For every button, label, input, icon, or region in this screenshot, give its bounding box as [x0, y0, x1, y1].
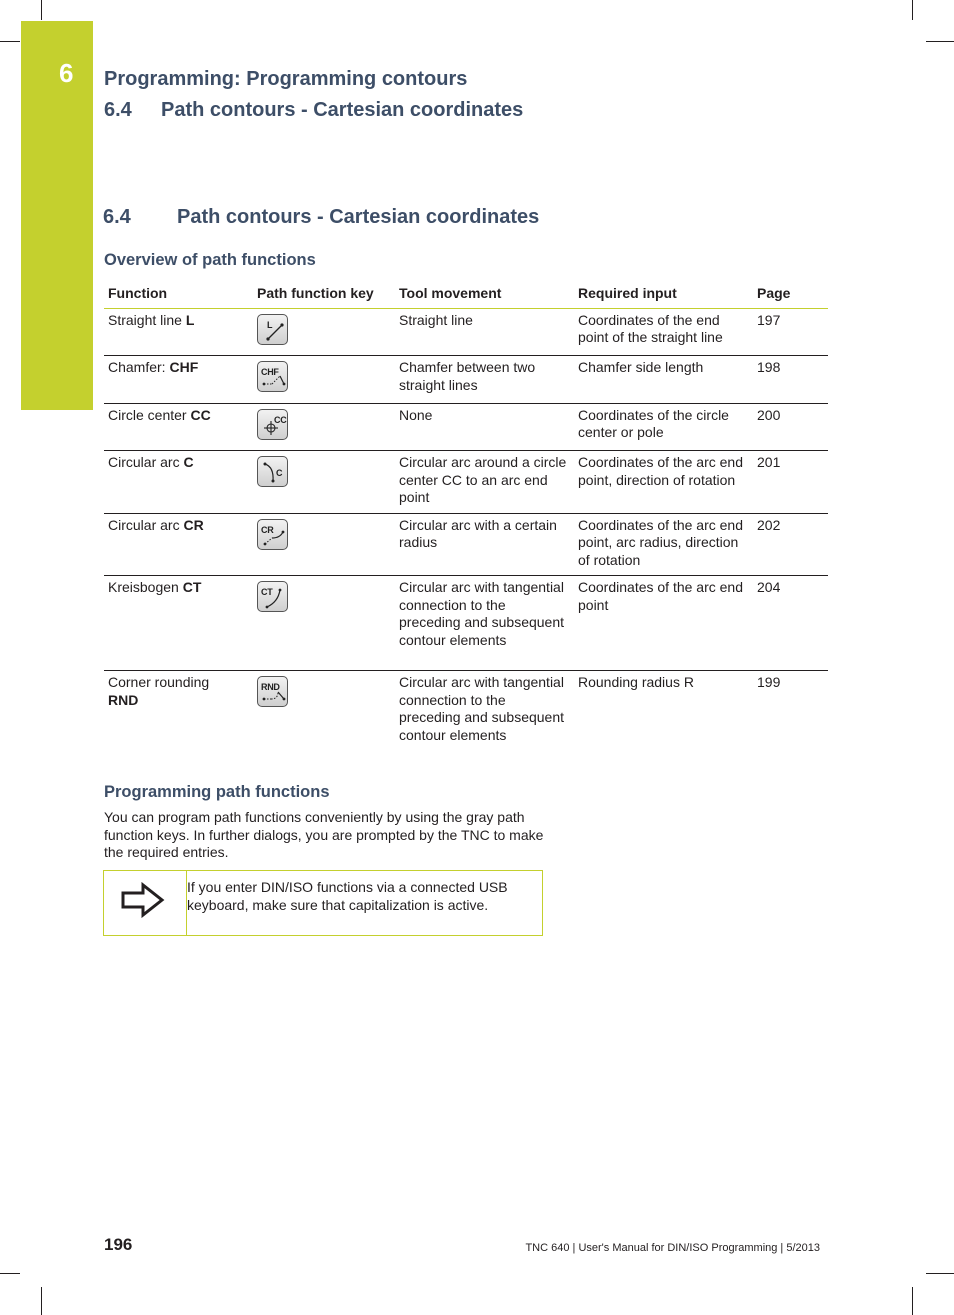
input-cell: Coordinates of the arc end point, arc radius, direction of rotation [574, 513, 753, 576]
section-number: 6.4 [103, 206, 131, 228]
table-header-row [104, 282, 828, 308]
page-cell: 202 [753, 513, 828, 576]
chamfer-key-icon [257, 361, 288, 392]
crop-mark [912, 0, 913, 20]
key-label: RND [261, 682, 280, 692]
crop-mark [0, 1273, 20, 1274]
function-code: C [183, 454, 194, 470]
circular-arc-key-icon [257, 456, 288, 487]
column-header: Page [753, 282, 828, 308]
arrow-right-icon [120, 882, 166, 918]
chapter-number: 6 [59, 58, 74, 88]
key-label: C [276, 468, 283, 478]
crop-mark [912, 1287, 913, 1315]
programming-heading: Programming path functions [104, 783, 330, 801]
movement-cell: Straight line [395, 308, 574, 356]
table-row [104, 513, 828, 576]
function-cell: Circle center CC [104, 403, 253, 451]
function-code: CR [183, 516, 204, 533]
key-cell [253, 356, 395, 404]
key-label: L [267, 319, 273, 330]
path-functions-table [104, 282, 828, 763]
page-number: 196 [104, 1235, 133, 1254]
crop-mark [41, 0, 42, 20]
key-label: CT [261, 587, 273, 597]
movement-cell: Circular arc with tangential connection to the preceding and subsequent contour elements [395, 576, 574, 671]
programming-paragraph: You can program path functions conveniently by using the gray path function keys. In further dialogs, you are prompted by the TNC to make the required entries. [104, 809, 544, 860]
circular-arc-radius-key-icon [257, 519, 288, 550]
key-cell [253, 451, 395, 514]
key-label: CR [261, 524, 274, 535]
table-row [104, 403, 828, 451]
input-cell: Chamfer side length [574, 356, 753, 404]
function-cell: Circular arc CR [104, 513, 253, 576]
page-cell: 204 [753, 576, 828, 671]
input-cell: Coordinates of the arc end point [574, 576, 753, 671]
key-cell [253, 671, 395, 763]
footer-text: TNC 640 | User's Manual for DIN/ISO Programming | 5/2013 [525, 1242, 820, 1254]
function-code: RND [108, 691, 139, 708]
column-header: Function [104, 282, 253, 308]
function-cell: Kreisbogen CT [104, 576, 253, 671]
function-code: L [185, 311, 195, 328]
section-heading [103, 206, 539, 229]
page-cell: 198 [753, 356, 828, 404]
crop-mark [41, 1287, 42, 1315]
table-row [104, 671, 828, 763]
input-cell: Coordinates of the circle center or pole [574, 403, 753, 451]
input-cell: Rounding radius R [578, 674, 694, 690]
running-section-number: 6.4 [104, 99, 132, 121]
table-row [104, 451, 828, 514]
movement-cell: Circular arc with tangential connection to the preceding and subsequent contour elements [399, 674, 565, 743]
tangential-arc-key-icon [257, 581, 288, 612]
running-section-title: Path contours - Cartesian coordinates [161, 99, 524, 121]
key-label: CC [274, 414, 287, 425]
crop-mark [926, 1273, 954, 1274]
function-cell: Straight line L [104, 308, 253, 356]
function-code: CC [190, 406, 211, 423]
circle-center-key-icon [257, 409, 288, 440]
column-header: Path function key [253, 282, 395, 308]
key-cell [253, 576, 395, 671]
straight-line-key-icon [257, 314, 288, 345]
column-header: Required input [574, 282, 753, 308]
table-row [104, 576, 828, 671]
table-row [104, 308, 828, 356]
page-cell: 200 [753, 403, 828, 451]
crop-mark [0, 41, 20, 42]
input-cell: Coordinates of the arc end point, direction of rotation [574, 451, 753, 514]
key-cell [253, 308, 395, 356]
note-box [103, 870, 543, 936]
movement-cell: None [395, 403, 574, 451]
crop-mark [926, 41, 954, 42]
key-label: CHF [261, 367, 279, 377]
running-section-header [104, 99, 523, 122]
function-cell: Chamfer: CHF [104, 356, 253, 404]
movement-cell: Circular arc with a certain radius [395, 513, 574, 576]
note-text: If you enter DIN/ISO functions via a connected USB keyboard, make sure that capitalization is active. [187, 879, 508, 913]
overview-heading: Overview of path functions [104, 251, 316, 269]
table-row [104, 356, 828, 404]
page-cell: 201 [753, 451, 828, 514]
page-cell: 197 [753, 308, 828, 356]
function-code: CT [182, 579, 202, 595]
key-cell [253, 403, 395, 451]
corner-rounding-key-icon [257, 676, 288, 707]
function-cell: Corner rounding RND [108, 674, 210, 708]
movement-cell: Chamfer between two straight lines [395, 356, 574, 404]
column-header: Tool movement [395, 282, 574, 308]
section-title: Path contours - Cartesian coordinates [177, 206, 540, 228]
movement-cell: Circular arc around a circle center CC to an arc end point [395, 451, 574, 514]
function-code: CHF [169, 359, 199, 375]
function-cell: Circular arc C [104, 451, 253, 514]
input-cell: Coordinates of the end point of the straight line [574, 308, 753, 356]
page-cell: 199 [757, 674, 781, 690]
chapter-title: Programming: Programming contours [104, 68, 468, 90]
key-cell [253, 513, 395, 576]
